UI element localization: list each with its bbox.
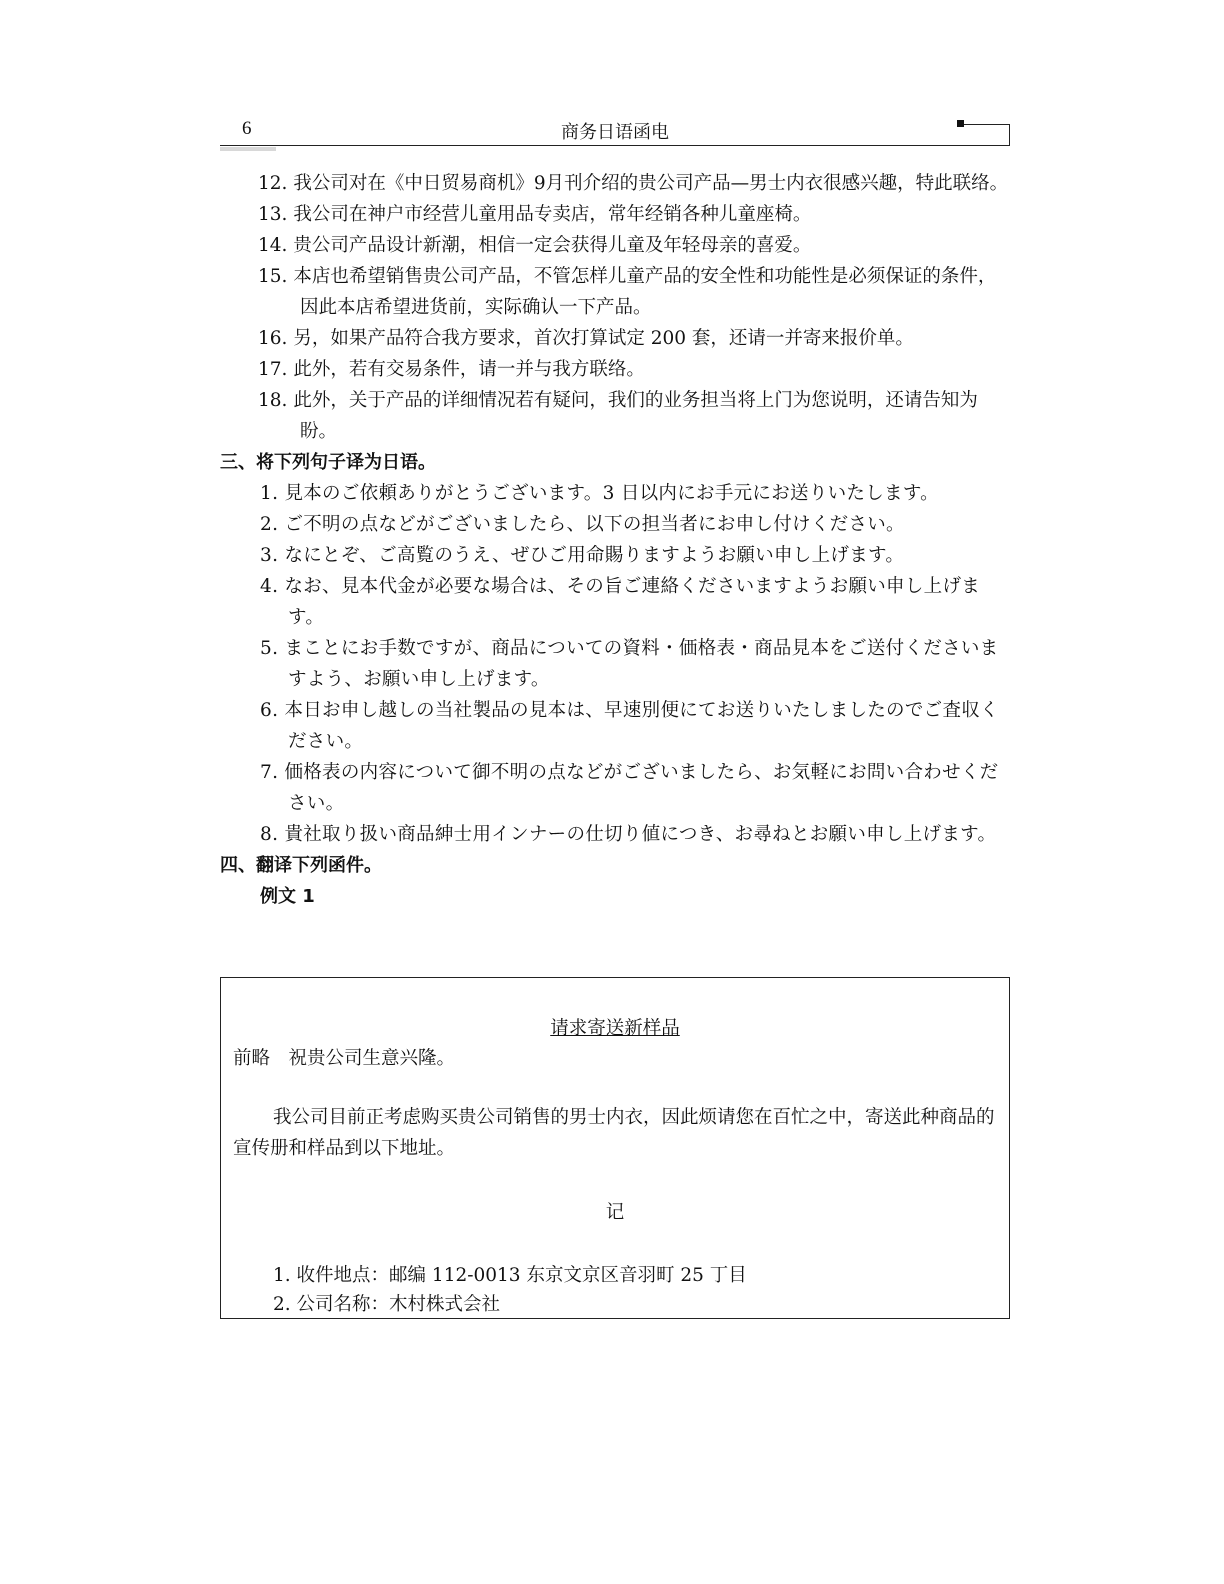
letter-ji-marker: 记 [605,1202,625,1223]
letter-list-item: 2. 公司名称：木村株式会社 [273,1294,501,1315]
letter-list-item: 1. 收件地点：邮编 112-0013 东京文京区音羽町 25 丁目 [273,1265,747,1286]
header-rule [220,145,1010,146]
list-item: 7. 価格表の内容について御不明の点などがございましたら、お気軽にお問い合わせください。 [260,762,999,814]
running-title: 商务日语函电 [561,122,669,143]
list-item: 12. 我公司对在《中日贸易商机》9月刊介绍的贵公司产品—男士内衣很感兴趣，特此联络。 [258,173,1009,194]
list-item: 6. 本日お申し越しの当社製品の見本は、早速別便にてお送りいたしましたのでご査収ください。 [260,700,999,752]
page-number: 6 [242,118,252,139]
section-heading-3: 三、将下列句子译为日语。 [220,452,436,473]
letter-title: 请求寄送新样品 [550,1018,680,1039]
list-item: 1. 見本のご依頼ありがとうございます。3 日以内にお手元にお送りいたします。 [260,483,939,504]
list-item: 14. 贵公司产品设计新潮，相信一定会获得儿童及年轻母亲的喜爱。 [258,235,812,256]
list-item: 16. 另，如果产品符合我方要求，首次打算试定 200 套，还请一并寄来报价单。 [258,328,914,349]
list-item: 17. 此外，若有交易条件，请一并与我方联络。 [258,359,645,380]
list-item: 15. 本店也希望销售贵公司产品，不管怎样儿童产品的安全性和功能性是必须保证的条件，因此本店希望进货前，实际确认一下产品。 [258,266,997,318]
page-body [220,168,1012,912]
example-label: 例文 1 [260,886,315,907]
header-gray-tab [220,147,276,151]
example-letter-box [220,977,1010,1319]
list-item: 2. ご不明の点などがございましたら、以下の担当者にお申し付けください。 [260,514,905,535]
list-item: 13. 我公司在神户市经营儿童用品专卖店，常年经销各种儿童座椅。 [258,204,812,225]
list-item: 3. なにとぞ、ご高覧のうえ、ぜひご用命賜りますようお願い申し上げます。 [260,545,905,566]
letter-body: 我公司目前正考虑购买贵公司销售的男士内衣，因此烦请您在百忙之中，寄送此种商品的宣传册和样品到以下地址。 [233,1107,995,1159]
list-item: 8. 貴社取り扱い商品紳士用インナーの仕切り値につき、お尋ねとお願い申し上げます。 [260,824,997,845]
list-item: 18. 此外，关于产品的详细情况若有疑问，我们的业务担当将上门为您说明，还请告知为盼。 [258,390,978,442]
letter-salutation: 前略 祝贵公司生意兴隆。 [233,1048,456,1069]
list-item: 5. まことにお手数ですが、商品についての資料・価格表・商品見本をご送付くださいますよう、お願い申し上げます。 [260,638,999,690]
page-header [220,112,1010,146]
list-item: 4. なお、見本代金が必要な場合は、その旨ご連絡くださいますようお願い申し上げます。 [260,576,981,628]
section-heading-4: 四、翻译下列函件。 [220,855,382,876]
header-corner-bracket [957,124,1010,146]
header-marker-square [957,120,964,127]
